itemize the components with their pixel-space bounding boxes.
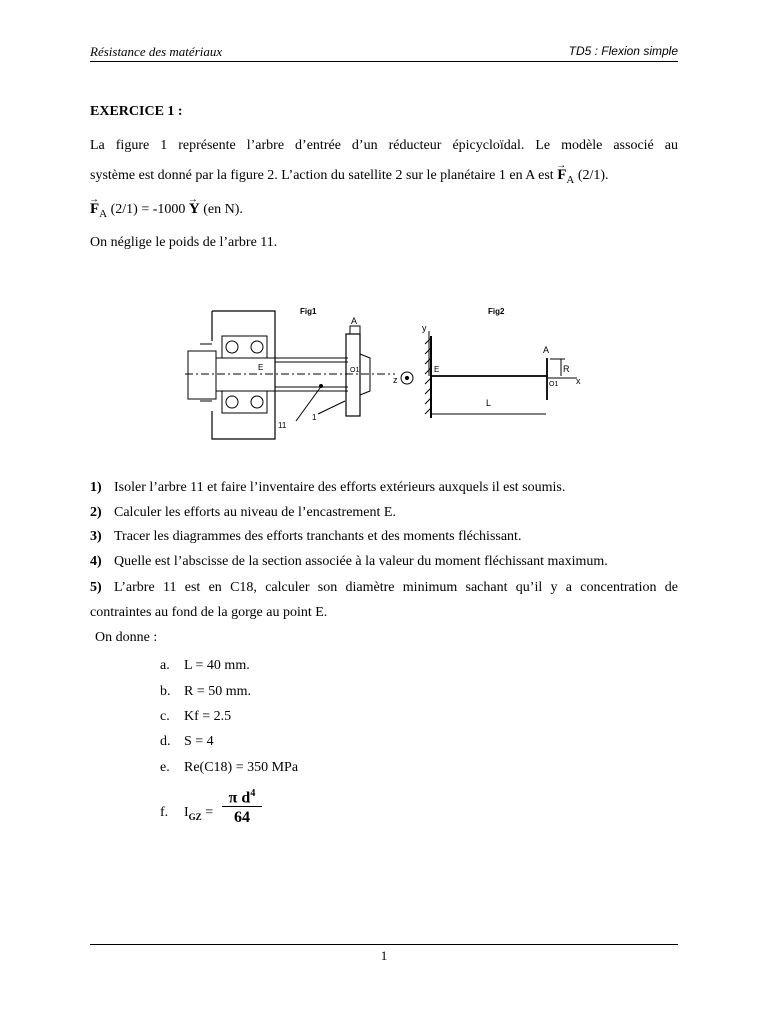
given-item-b: b. R = 50 mm. — [160, 684, 252, 699]
header-rule — [90, 61, 678, 62]
fig1-point-e: E — [258, 363, 264, 372]
formula-lhs-subscript: GZ — [188, 811, 202, 822]
exercise-title: EXERCICE 1 : — [90, 104, 183, 119]
question-1: 1) Isoler l’arbre 11 et faire l’inventaire des efforts extérieurs auxquels il est soumis. — [90, 480, 566, 495]
given-item-d: d. S = 4 — [160, 734, 214, 749]
fig1-axis-z: z — [393, 375, 398, 385]
given-item-a: a. L = 40 mm. — [160, 658, 250, 673]
page-header — [90, 44, 678, 60]
equation-force-symbol: → F — [90, 201, 99, 217]
given-item-e: e. Re(C18) = 350 MPa — [160, 760, 299, 775]
fig1-label: Fig1 — [300, 307, 317, 316]
figure-diagrams — [180, 296, 600, 446]
fig1-point-o1: O1 — [350, 367, 360, 374]
fig2-axis-y: y — [422, 323, 427, 333]
fig2-point-e: E — [434, 365, 440, 374]
formula-fraction — [222, 784, 262, 827]
equation-unit: (en N). — [203, 202, 243, 217]
question-2: 2) Calculer les efforts au niveau de l’encastrement E. — [90, 505, 396, 520]
equation-force-subscript: A — [99, 207, 108, 220]
equation-y-vector: → Y — [189, 201, 200, 217]
formula-numerator: π $d^4$ — [228, 788, 256, 807]
header-course-title: Résistance des matériaux — [90, 44, 223, 59]
force-equation — [90, 201, 678, 222]
equation-middle: (2/1) = -1000 — [110, 202, 186, 217]
fig2-point-o1: O1 — [549, 381, 559, 388]
question-5-line-1: 5) L’arbre 11 est en C18, calculer son diamètre minimum sachant qu’il y a concentration de — [90, 580, 678, 595]
given-intro: On donne : — [95, 630, 158, 645]
fig1-part-11: 11 — [278, 421, 287, 430]
question-4: 4) Quelle est l’abscisse de la section associée à la valeur du moment fléchissant maximum. — [90, 554, 608, 569]
fig2-dim-r: R — [563, 364, 570, 374]
statement-line-3: On néglige le poids de l’arbre 11. — [90, 235, 278, 250]
figure-2 — [422, 307, 581, 418]
figure-1 — [185, 307, 413, 439]
formula-denominator: 64 — [234, 809, 250, 826]
formula-lhs: I — [184, 805, 189, 820]
force-subscript: A — [566, 173, 575, 186]
fig2-dim-l: L — [486, 398, 492, 408]
force-args: (2/1). — [577, 168, 609, 183]
header-td-title: TD5 : Flexion simple — [568, 44, 678, 58]
fig2-axis-x: x — [576, 376, 581, 386]
question-3: 3) Tracer les diagrammes des efforts tranchants et des moments fléchissant. — [90, 529, 522, 544]
formula-equals: = — [205, 805, 214, 820]
fig2-point-a: A — [543, 345, 550, 355]
given-item-f: f. $I_{GZ}$ = — [160, 805, 214, 822]
given-item-c: c. Kf = 2.5 — [160, 709, 232, 724]
force-vector-symbol: → F — [557, 167, 566, 183]
statement-line-1: La figure 1 représente l’arbre d’entrée d’un réducteur épicycloïdal. Le modèle associé au — [90, 138, 678, 153]
footer-rule — [90, 944, 678, 945]
statement-line-2-text: système est donné par la figure 2. L’action du satellite 2 sur le planétaire 1 en A est — [90, 168, 554, 183]
fig1-point-a: A — [351, 316, 358, 326]
fig2-label: Fig2 — [488, 307, 505, 316]
fig1-part-1: 1 — [312, 413, 317, 422]
statement-line-2 — [90, 167, 678, 188]
question-5-line-2: contraintes au fond de la gorge au point E. — [90, 605, 328, 620]
page-number: 1 — [380, 948, 388, 963]
